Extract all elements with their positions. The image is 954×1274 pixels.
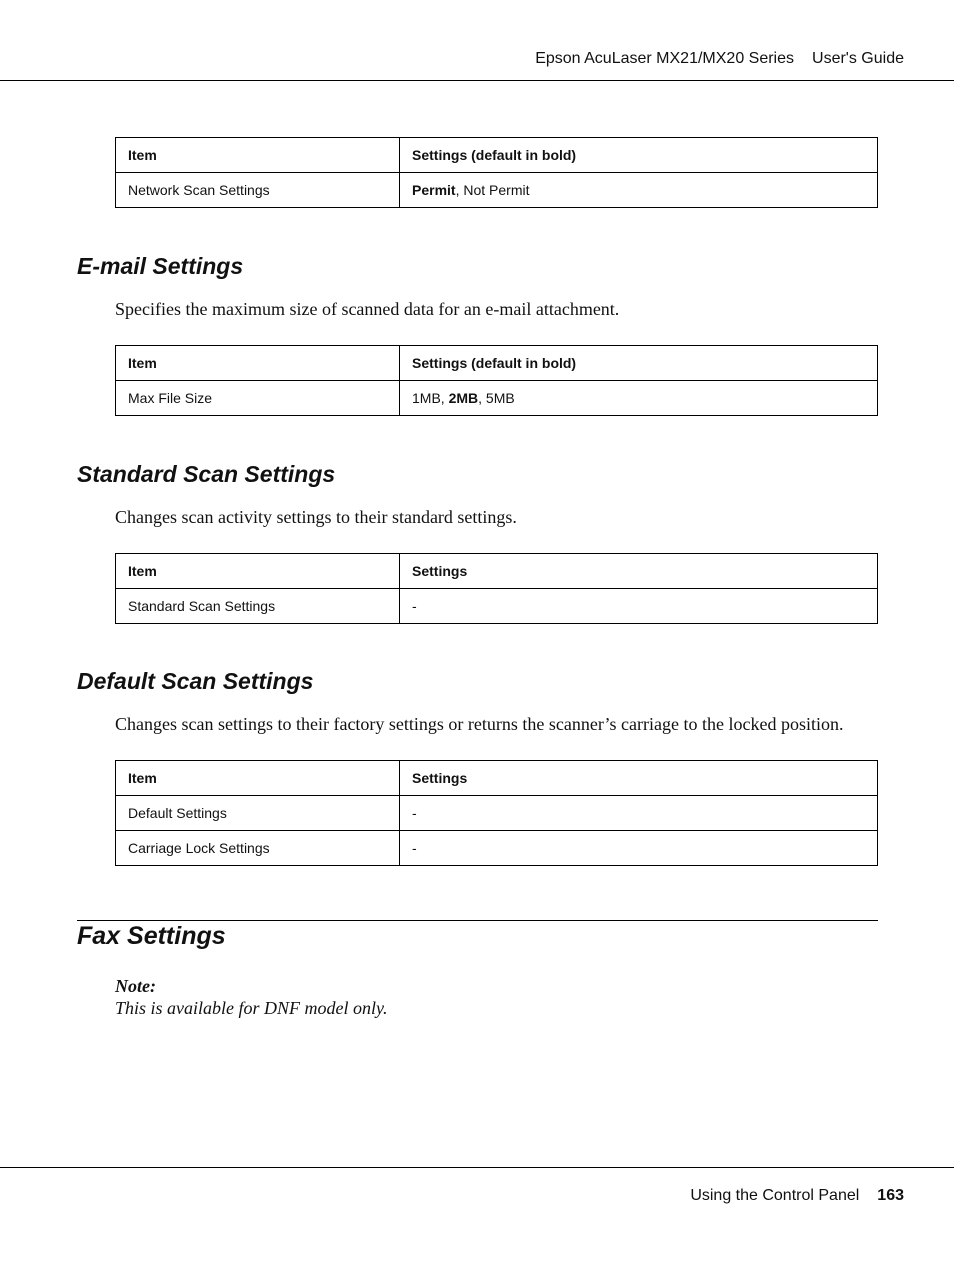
email-settings-heading: E-mail Settings [77, 253, 244, 279]
cell-item: Standard Scan Settings [116, 589, 400, 624]
note-text: This is available for DNF model only. [115, 998, 388, 1018]
cell-setting: - [400, 589, 878, 624]
table-row [116, 831, 878, 866]
value-after: , 5MB [478, 390, 515, 406]
column-header-item: Item [116, 346, 400, 381]
cell-setting [400, 381, 878, 416]
default-scan-table [115, 760, 878, 866]
table-row [116, 173, 878, 208]
standard-scan-table [115, 553, 878, 624]
page-number: 163 [877, 1187, 904, 1204]
table-header-row [116, 761, 878, 796]
cell-item: Default Settings [116, 796, 400, 831]
email-settings-description: Specifies the maximum size of scanned data for an e-mail attachment. [115, 299, 620, 319]
other-values: , Not Permit [455, 182, 530, 198]
cell-setting [400, 173, 878, 208]
column-header-settings: Settings (default in bold) [400, 138, 878, 173]
table-header-row [116, 346, 878, 381]
value-before: 1MB, [412, 390, 449, 406]
header-product: Epson AcuLaser MX21/MX20 Series [535, 50, 795, 67]
table-row [116, 381, 878, 416]
cell-setting: - [400, 831, 878, 866]
table-row [116, 589, 878, 624]
note-block [115, 975, 388, 1019]
fax-settings-heading: Fax Settings [77, 922, 226, 950]
email-settings-table [115, 345, 878, 416]
standard-scan-description: Changes scan activity settings to their standard settings. [115, 507, 517, 527]
footer-section: Using the Control Panel [690, 1187, 860, 1204]
cell-setting: - [400, 796, 878, 831]
column-header-item: Item [116, 138, 400, 173]
column-header-item: Item [116, 761, 400, 796]
network-scan-table [115, 137, 878, 208]
default-scan-heading: Default Scan Settings [77, 668, 314, 694]
section-rule [77, 920, 878, 921]
column-header-settings: Settings [400, 554, 878, 589]
default-scan-description: Changes scan settings to their factory settings or returns the scanner’s carriage to the locked position. [115, 714, 844, 734]
header-rule [0, 80, 954, 81]
table-row [116, 796, 878, 831]
table-header-row [116, 554, 878, 589]
cell-item: Carriage Lock Settings [116, 831, 400, 866]
default-value: 2MB [448, 390, 479, 406]
footer-rule [0, 1167, 954, 1168]
cell-item: Max File Size [116, 381, 400, 416]
standard-scan-heading: Standard Scan Settings [77, 461, 336, 487]
default-value: Permit [412, 182, 456, 198]
table-header-row [116, 138, 878, 173]
running-footer [690, 1187, 904, 1205]
running-header [535, 50, 904, 68]
column-header-item: Item [116, 554, 400, 589]
header-doc: User's Guide [812, 50, 904, 67]
cell-item: Network Scan Settings [116, 173, 400, 208]
column-header-settings: Settings [400, 761, 878, 796]
column-header-settings: Settings (default in bold) [400, 346, 878, 381]
note-label: Note: [115, 976, 156, 996]
